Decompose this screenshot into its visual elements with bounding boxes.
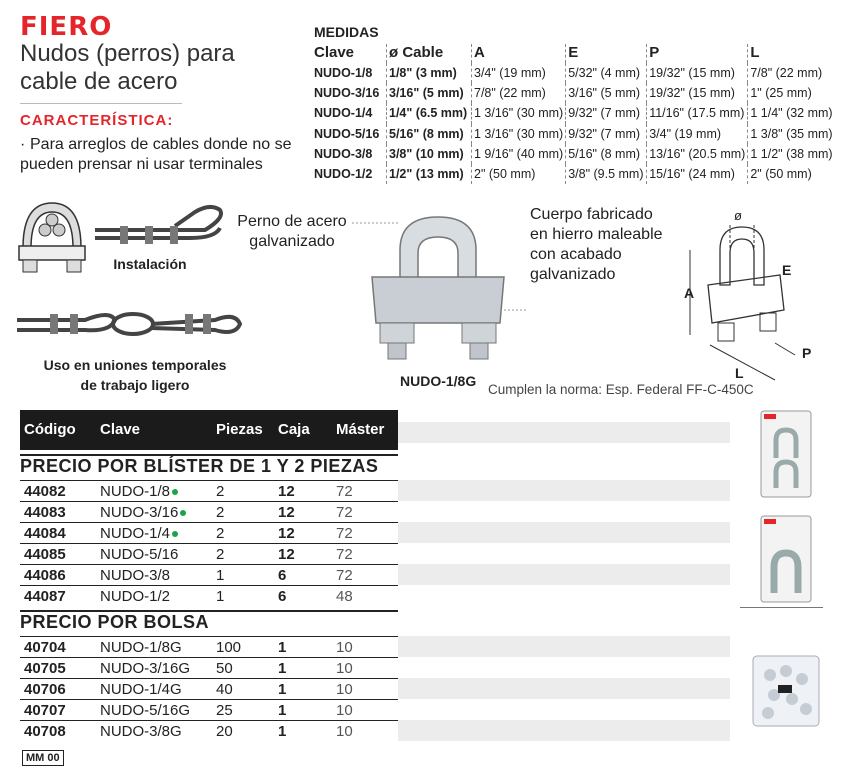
medidas-cell: 2" (50 mm) <box>472 164 566 184</box>
medidas-cell: 19/32" (15 mm) <box>647 83 748 103</box>
medidas-row <box>312 103 835 123</box>
cell-codigo: 40708 <box>24 723 66 740</box>
medidas-cell: NUDO-1/2 <box>314 167 373 182</box>
medidas-col-e: E <box>566 44 647 63</box>
cell-master: 10 <box>336 681 353 698</box>
perno-label-line-1: Perno de acero <box>237 213 347 230</box>
cell-clave: NUDO-5/16 <box>100 546 179 563</box>
medidas-cell: NUDO-3/16 <box>314 86 380 101</box>
footer-code: MM 00 <box>22 750 64 766</box>
cell-codigo: 44084 <box>24 525 66 542</box>
table-row <box>20 480 398 502</box>
wire-rope-clip-image <box>350 205 530 370</box>
blister-pack-1pc-image <box>760 515 812 603</box>
norma-text: Cumplen la norma: Esp. Federal FF-C-450C <box>488 382 754 397</box>
medidas-cell: 11/16" (17.5 mm) <box>647 103 748 123</box>
medidas-cell: 3/16" (5 mm) <box>566 83 647 103</box>
cell-piezas: 2 <box>216 504 225 521</box>
clamp-front-icon <box>19 203 85 272</box>
medidas-cell: 3/4" (19 mm) <box>647 124 748 144</box>
medidas-cell: NUDO-1/8 <box>314 66 373 81</box>
medidas-cell: 13/16" (20.5 mm) <box>647 144 748 164</box>
medidas-cell: 5/16" (8 mm) <box>387 124 472 144</box>
cell-codigo: 40706 <box>24 681 66 698</box>
section-blister-title: PRECIO POR BLÍSTER DE 1 Y 2 PIEZAS <box>20 454 398 478</box>
cell-piezas: 25 <box>216 702 233 719</box>
table-row <box>20 699 398 721</box>
cell-master: 10 <box>336 639 353 656</box>
cell-codigo: 44083 <box>24 504 66 521</box>
medidas-cell: 2" (50 mm) <box>748 164 835 184</box>
dim-a-label: A <box>684 285 695 301</box>
medidas-cell: 5/32" (4 mm) <box>566 63 647 83</box>
table-row <box>20 720 398 742</box>
price-stripe <box>398 522 730 543</box>
medidas-row <box>312 83 835 103</box>
cell-master: 48 <box>336 588 353 605</box>
medidas-cell: NUDO-3/8 <box>314 146 373 161</box>
title-divider <box>20 103 182 104</box>
medidas-cell: 1 3/16" (30 mm) <box>472 103 566 123</box>
dim-l-label: L <box>735 365 744 381</box>
cell-caja: 12 <box>278 546 295 563</box>
medidas-row <box>312 63 835 83</box>
cell-master: 72 <box>336 483 353 500</box>
price-stripe <box>398 720 730 741</box>
cuerpo-label-line-3: con acabado <box>530 246 622 263</box>
bag-pack-image <box>752 655 820 727</box>
table-row <box>20 585 398 607</box>
cell-master: 72 <box>336 567 353 584</box>
medidas-cell: 9/32" (7 mm) <box>566 124 647 144</box>
dim-p-label: P <box>802 345 812 361</box>
cable-joint-icon <box>17 314 240 334</box>
cell-master: 72 <box>336 546 353 563</box>
page-title <box>20 40 235 96</box>
cell-master: 10 <box>336 702 353 719</box>
section-bolsa-title: PRECIO POR BOLSA <box>20 610 398 634</box>
price-stripe <box>398 564 730 585</box>
cell-codigo: 40704 <box>24 639 66 656</box>
cell-caja: 12 <box>278 483 295 500</box>
cell-piezas: 50 <box>216 660 233 677</box>
medidas-col-l: L <box>748 44 835 63</box>
installation-illustration <box>15 198 245 288</box>
medidas-cell: 9/32" (7 mm) <box>566 103 647 123</box>
medidas-cell: 7/8" (22 mm) <box>472 83 566 103</box>
green-dot-icon <box>172 489 178 495</box>
medidas-cell: 15/16" (24 mm) <box>647 164 748 184</box>
medidas-title: MEDIDAS <box>314 24 379 40</box>
cell-codigo: 44082 <box>24 483 66 500</box>
cell-caja: 1 <box>278 639 287 656</box>
title-line-2: cable de acero <box>20 68 178 95</box>
cell-codigo: 44085 <box>24 546 66 563</box>
cell-clave: NUDO-1/4 <box>100 525 178 542</box>
col-piezas: Piezas <box>216 421 263 438</box>
medidas-cell: 1 9/16" (40 mm) <box>472 144 566 164</box>
medidas-col-cable: ø Cable <box>387 44 472 63</box>
medidas-cell: 1 1/2" (38 mm) <box>748 144 835 164</box>
medidas-cell: 3/8" (9.5 mm) <box>566 164 647 184</box>
cell-clave: NUDO-1/2 <box>100 588 171 605</box>
col-codigo: Código <box>24 421 76 438</box>
cell-codigo: 40705 <box>24 660 66 677</box>
medidas-cell: 1 3/16" (30 mm) <box>472 124 566 144</box>
cell-clave: NUDO-3/8G <box>100 723 182 740</box>
medidas-row <box>312 144 835 164</box>
cell-clave: NUDO-3/8 <box>100 567 171 584</box>
cell-caja: 1 <box>278 660 287 677</box>
medidas-cell: 3/8" (10 mm) <box>387 144 472 164</box>
medidas-table <box>312 44 835 184</box>
table-row <box>20 543 398 565</box>
characteristic-heading: CARACTERÍSTICA: <box>20 112 174 129</box>
price-stripe <box>398 636 730 657</box>
cell-master: 10 <box>336 723 353 740</box>
cell-caja: 6 <box>278 588 287 605</box>
cuerpo-label-line-1: Cuerpo fabricado <box>530 206 653 223</box>
cuerpo-label-line-2: en hierro maleable <box>530 226 663 243</box>
dim-e-label: E <box>782 262 792 278</box>
perno-label <box>232 212 352 252</box>
col-clave: Clave <box>100 421 141 438</box>
medidas-cell: 1 3/8" (35 mm) <box>748 124 835 144</box>
medidas-cell: 1/8" (3 mm) <box>387 63 472 83</box>
blister-pack-2pc-image <box>760 410 812 498</box>
cell-master: 72 <box>336 525 353 542</box>
cell-clave: NUDO-5/16G <box>100 702 191 719</box>
green-dot-icon <box>172 531 178 537</box>
medidas-cell: 3/4" (19 mm) <box>472 63 566 83</box>
cell-caja: 12 <box>278 525 295 542</box>
title-line-1: Nudos (perros) para <box>20 40 235 67</box>
table-row <box>20 636 398 658</box>
cell-piezas: 1 <box>216 567 225 584</box>
price-stripe <box>398 422 730 443</box>
cell-caja: 12 <box>278 504 295 521</box>
medidas-cell: NUDO-5/16 <box>314 126 380 141</box>
uso-label-line-1: Uso en uniones temporales <box>43 357 227 373</box>
cell-piezas: 20 <box>216 723 233 740</box>
cell-clave: NUDO-3/16G <box>100 660 191 677</box>
cell-piezas: 2 <box>216 546 225 563</box>
medidas-row <box>312 164 835 184</box>
medidas-cell: 7/8" (22 mm) <box>748 63 835 83</box>
right-divider <box>740 607 823 608</box>
uso-illustration <box>15 302 250 350</box>
medidas-cell: 19/32" (15 mm) <box>647 63 748 83</box>
cuerpo-label <box>530 205 680 285</box>
cable-loop-icon <box>95 207 221 244</box>
uso-label-line-2: de trabajo ligero <box>80 377 190 393</box>
cuerpo-label-line-4: galvanizado <box>530 266 616 283</box>
table-row <box>20 657 398 679</box>
medidas-col-a: A <box>472 44 566 63</box>
brand-logo: FIERO <box>20 12 113 42</box>
medidas-row <box>312 124 835 144</box>
col-caja: Caja <box>278 421 310 438</box>
cell-caja: 1 <box>278 681 287 698</box>
cell-piezas: 40 <box>216 681 233 698</box>
cell-clave: NUDO-1/8 <box>100 483 178 500</box>
medidas-cell: 1/2" (13 mm) <box>387 164 472 184</box>
dim-phi-label: ø <box>734 208 742 223</box>
perno-label-line-2: galvanizado <box>249 233 335 250</box>
cell-piezas: 2 <box>216 525 225 542</box>
price-table-header <box>20 410 398 450</box>
cell-piezas: 1 <box>216 588 225 605</box>
table-row <box>20 564 398 586</box>
medidas-header-row <box>312 44 835 63</box>
medidas-cell: 1" (25 mm) <box>748 83 835 103</box>
medidas-cell: NUDO-1/4 <box>314 106 373 121</box>
cell-caja: 1 <box>278 723 287 740</box>
cell-piezas: 2 <box>216 483 225 500</box>
cell-master: 72 <box>336 504 353 521</box>
cell-caja: 1 <box>278 702 287 719</box>
medidas-col-clave: Clave <box>314 44 355 61</box>
price-stripe <box>398 480 730 501</box>
medidas-cell: 5/16" (8 mm) <box>566 144 647 164</box>
medidas-cell: 3/16" (5 mm) <box>387 83 472 103</box>
cell-codigo: 40707 <box>24 702 66 719</box>
green-dot-icon <box>180 510 186 516</box>
medidas-cell: 1/4" (6.5 mm) <box>387 103 472 123</box>
price-stripe <box>398 678 730 699</box>
uso-label <box>30 355 240 395</box>
table-row <box>20 678 398 700</box>
cell-clave: NUDO-1/4G <box>100 681 182 698</box>
cell-codigo: 44087 <box>24 588 66 605</box>
instalacion-label: Instalación <box>113 256 187 272</box>
cell-piezas: 100 <box>216 639 242 656</box>
medidas-col-p: P <box>647 44 748 63</box>
medidas-cell: 1 1/4" (32 mm) <box>748 103 835 123</box>
table-row <box>20 501 398 523</box>
cell-clave: NUDO-1/8G <box>100 639 182 656</box>
cell-caja: 6 <box>278 567 287 584</box>
clip-outline-icon <box>708 227 784 341</box>
col-master: Máster <box>336 421 385 438</box>
cell-codigo: 44086 <box>24 567 66 584</box>
product-code-label: NUDO-1/8G <box>400 373 477 389</box>
table-row <box>20 522 398 544</box>
cell-master: 10 <box>336 660 353 677</box>
characteristic-text: · Para arreglos de cables donde no se pueden prensar ni usar terminales <box>20 136 292 173</box>
cell-clave: NUDO-3/16 <box>100 504 186 521</box>
